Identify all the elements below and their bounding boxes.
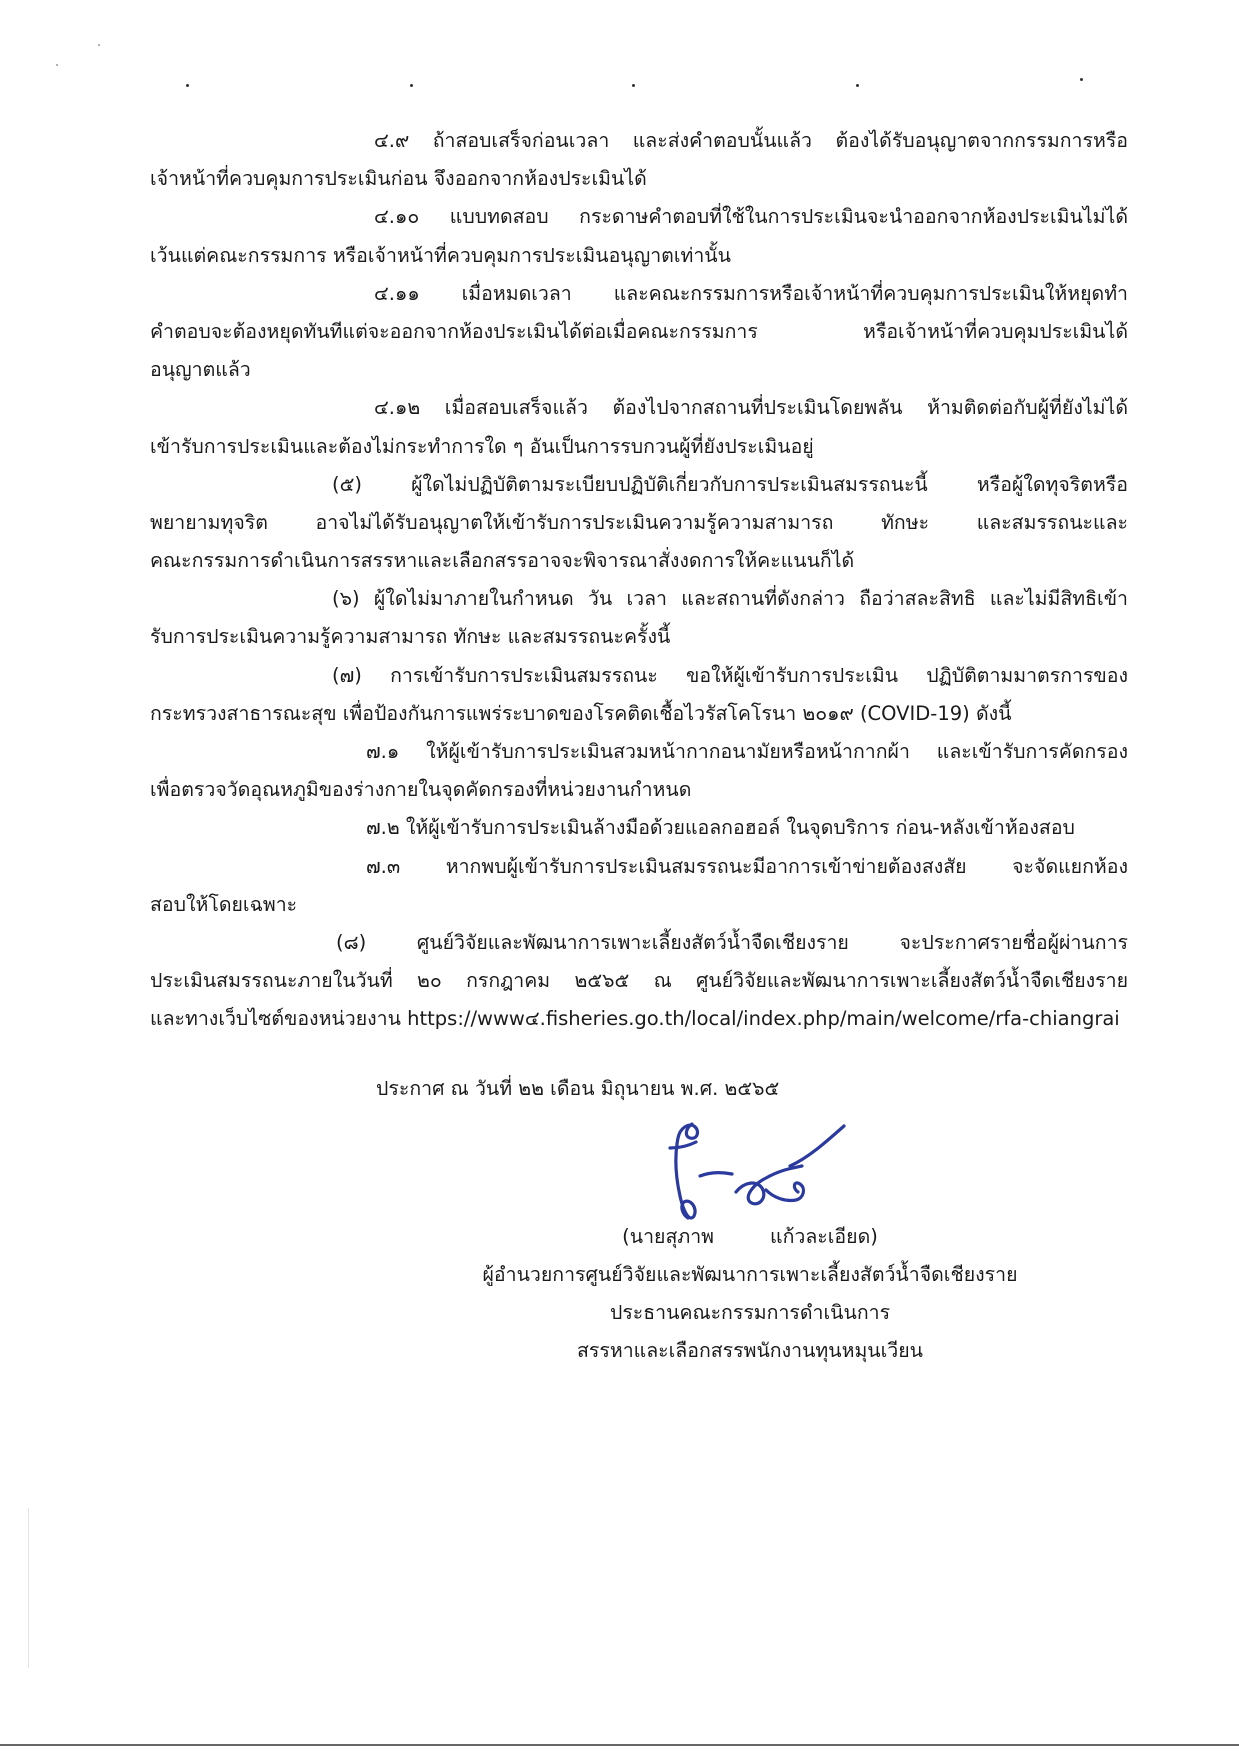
signatory-name-part2: แก้วละเอียด) <box>770 1225 878 1248</box>
announcement-date: ประกาศ ณ วันที่ ๒๒ เดือน มิถุนายน พ.ศ. ๒๕๖๕ <box>376 1077 780 1100</box>
text-line: (๕) ผู้ใดไม่ปฏิบัติตามระเบียบปฏิบัติเกี่ยวกับการประเมินสมรรถนะนี้ หรือผู้ใดทุจริตหรือ <box>332 472 1128 496</box>
text-line: สอบให้โดยเฉพาะ <box>150 892 298 916</box>
text-line: และทางเว็บไซต์ของหน่วยงาน https://www๔.fisheries.go.th/local/index.php/main/welcome/rfa-chiangrai <box>150 1007 1120 1031</box>
dot-mark <box>856 84 859 87</box>
text-line: รับการประเมินความรู้ความสามารถ ทักษะ และสมรรถนะครั้งนี้ <box>150 625 671 649</box>
dot-mark <box>186 84 189 87</box>
text-line: ๔.๑๑ เมื่อหมดเวลา และคณะกรรมการหรือเจ้าหน้าที่ควบคุมการประเมินให้หยุดทำ <box>374 281 1128 305</box>
text-line: เจ้าหน้าที่ควบคุมการประเมินก่อน จึงออกจากห้องประเมินได้ <box>150 167 647 191</box>
signatory-role-line2: สรรหาและเลือกสรรพนักงานทุนหมุนเวียน <box>576 1339 923 1362</box>
text-line: ๗.๒ ให้ผู้เข้ารับการประเมินล้างมือด้วยแอลกอฮอล์ ในจุดบริการ ก่อน-หลังเข้าห้องสอบ <box>366 816 1075 840</box>
text-line: ๗.๓ หากพบผู้เข้ารับการประเมินสมรรถนะมีอาการเข้าข่ายต้องสงสัย จะจัดแยกห้อง <box>366 854 1128 878</box>
text-line: เข้ารับการประเมินและต้องไม่กระทำการใด ๆ อันเป็นการรบกวนผู้ที่ยังประเมินอยู่ <box>150 434 814 458</box>
signatory-position: ผู้อำนวยการศูนย์วิจัยและพัฒนาการเพาะเลี้ยงสัตว์น้ำจืดเชียงราย <box>482 1263 1018 1286</box>
text-line: (๘) ศูนย์วิจัยและพัฒนาการเพาะเลี้ยงสัตว์น้ำจืดเชียงราย จะประกาศรายชื่อผู้ผ่านการ <box>336 930 1128 954</box>
body-text <box>150 122 1128 1039</box>
dot-mark <box>410 84 413 87</box>
text-line: พยายามทุจริต อาจไม่ได้รับอนุญาตให้เข้ารับการประเมินความรู้ความสามารถ ทักษะ และสมรรถนะและ <box>150 510 1128 534</box>
text-line: (๗) การเข้ารับการประเมินสมรรถนะ ขอให้ผู้เข้ารับการประเมิน ปฏิบัติตามมาตรการของ <box>332 663 1128 687</box>
text-line: เพื่อตรวจวัดอุณหภูมิของร่างกายในจุดคัดกรองที่หน่วยงานกำหนด <box>150 778 692 802</box>
text-line: ๔.๑๐ แบบทดสอบ กระดาษคำตอบที่ใช้ในการประเมินจะนำออกจากห้องประเมินไม่ได้ <box>374 205 1128 229</box>
scan-edge-mark <box>28 1508 29 1668</box>
text-line: เว้นแต่คณะกรรมการ หรือเจ้าหน้าที่ควบคุมการประเมินอนุญาตเท่านั้น <box>150 243 731 267</box>
text-line: คณะกรรมการดำเนินการสรรหาและเลือกสรรอาจจะพิจารณาสั่งงดการให้คะแนนก็ได้ <box>150 549 855 573</box>
scan-bottom-edge <box>0 1744 1239 1746</box>
scan-speck <box>56 64 58 66</box>
dot-mark <box>1080 78 1083 81</box>
scan-dots <box>0 84 1239 92</box>
text-line: อนุญาตแล้ว <box>150 358 251 382</box>
signatory-name <box>470 1218 1030 1256</box>
text-line: (๖) ผู้ใดไม่มาภายในกำหนด วัน เวลา และสถานที่ดังกล่าว ถือว่าสละสิทธิ และไม่มีสิทธิเข้า <box>332 587 1128 611</box>
signature-block <box>470 1218 1030 1370</box>
scan-speck <box>98 44 100 46</box>
text-line: คำตอบจะต้องหยุดทันทีแต่จะออกจากห้องประเมินได้ต่อเมื่อคณะกรรมการ หรือเจ้าหน้าที่ควบคุมประเมินได้ <box>150 319 1128 343</box>
text-line: ๔.๙ ถ้าสอบเสร็จก่อนเวลา และส่งคำตอบนั้นแล้ว ต้องได้รับอนุญาตจากกรรมการหรือ <box>374 129 1128 152</box>
handwritten-signature <box>640 1118 870 1228</box>
signatory-role-line1: ประธานคณะกรรมการดำเนินการ <box>609 1301 891 1324</box>
text-line: ๔.๑๒ เมื่อสอบเสร็จแล้ว ต้องไปจากสถานที่ประเมินโดยพลัน ห้ามติดต่อกับผู้ที่ยังไม่ได้ <box>374 396 1128 420</box>
dot-mark <box>632 84 635 87</box>
text-line: กระทรวงสาธารณะสุข เพื่อป้องกันการแพร่ระบาดของโรคติดเชื้อไวรัสโคโรนา ๒๐๑๙ (COVID-19) ดังนี้ <box>150 701 1012 725</box>
signatory-name-part1: (นายสุภาพ <box>622 1225 715 1248</box>
text-line: ประเมินสมรรถนะภายในวันที่ ๒๐ กรกฎาคม ๒๕๖๕ ณ ศูนย์วิจัยและพัฒนาการเพาะเลี้ยงสัตว์น้ำจืดเชียงราย <box>150 969 1128 993</box>
text-line: ๗.๑ ให้ผู้เข้ารับการประเมินสวมหน้ากากอนามัยหรือหน้ากากผ้า และเข้ารับการคัดกรอง <box>366 740 1128 763</box>
